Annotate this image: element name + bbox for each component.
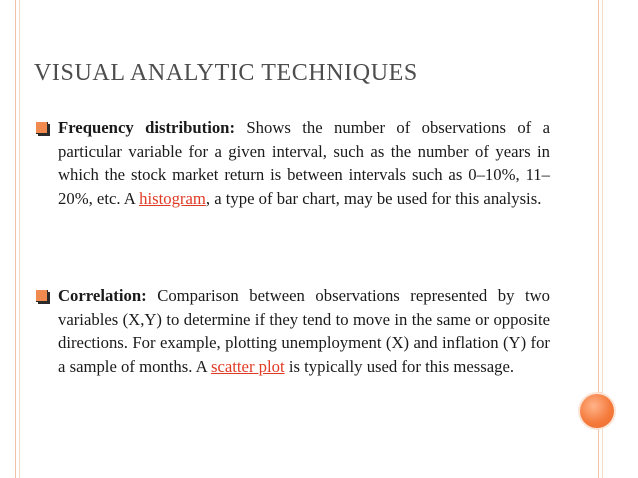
bullet-text: is typically used for this message. <box>284 356 515 376</box>
frame-line-left <box>15 0 16 478</box>
bullet-term: Frequency distribution: <box>58 118 236 137</box>
bullet-text: Shows the number of observations of a particular variable for a given interval, such as the number of years in which the stock market return is between intervals such as 0–10%, 11–20%, etc. A <box>58 118 551 208</box>
bullet-square-icon <box>36 290 50 304</box>
bullet-term: Correlation: <box>58 286 147 305</box>
scatter-plot-link[interactable]: scatter plot <box>210 356 285 376</box>
bullet-text: Comparison between observations represented by two variables (X,Y) to determine if they tend to move in the same or opposite directions. For example, plotting unemployment (X) and inflation (Y) for a sample of months. A <box>58 286 550 376</box>
histogram-link[interactable]: histogram <box>139 188 206 208</box>
bullet-text: , a type of bar chart, may be used for this analysis. <box>205 188 542 208</box>
bullet-square-icon <box>36 122 50 136</box>
frame-line-left-inner <box>19 0 20 478</box>
bullet-correlation <box>58 284 550 378</box>
bullet-frequency-distribution <box>58 116 550 210</box>
slide-title: VISUAL ANALYTIC TECHNIQUES <box>34 60 418 86</box>
decorative-orange-circle <box>580 394 614 428</box>
